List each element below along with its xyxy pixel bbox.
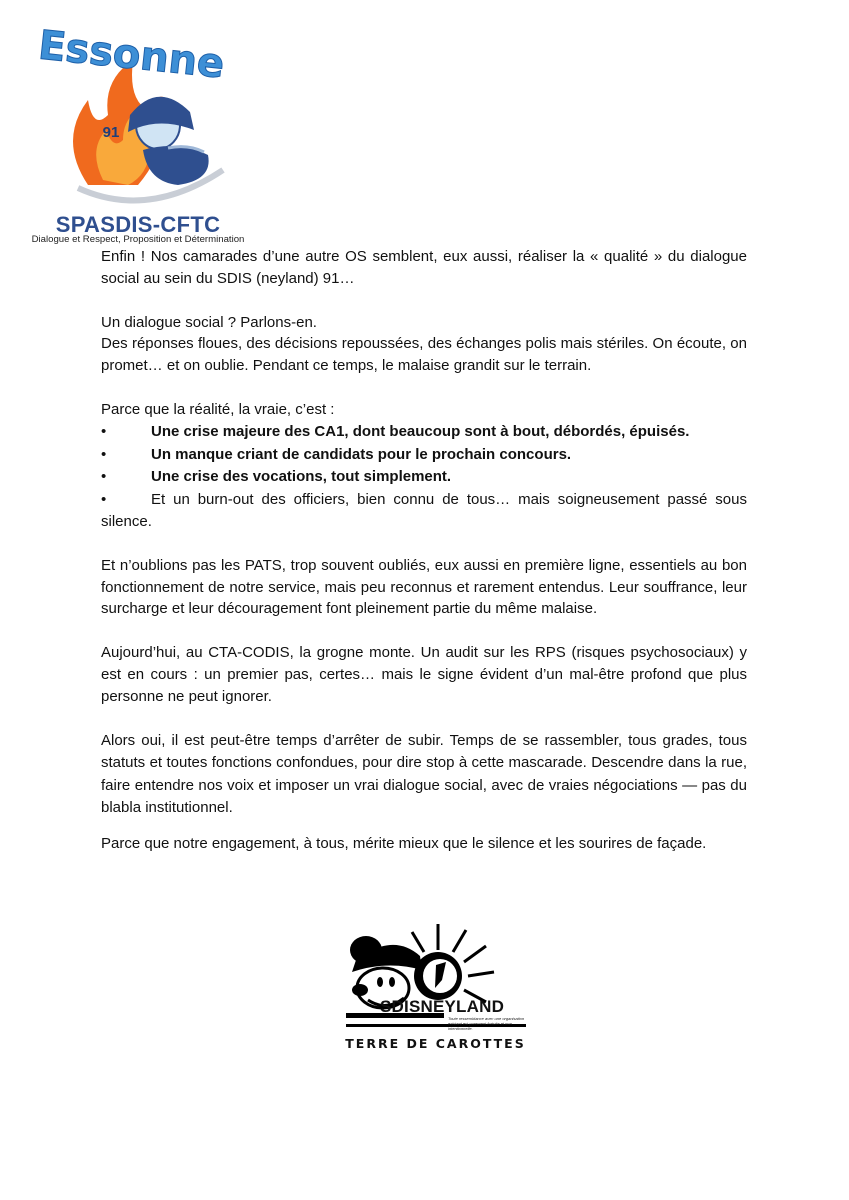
dialogue-heading: Un dialogue social ? Parlons-en. (101, 313, 317, 331)
bullet-text: Une crise majeure des CA1, dont beaucoup sont à bout, débordés, épuisés. (151, 422, 690, 440)
bullet-dot: • (101, 468, 107, 486)
bullet-dot: • (101, 445, 107, 463)
union-motto: Dialogue et Respect, Proposition et Détermination (31, 234, 245, 245)
department-number: 91 (102, 124, 120, 141)
bullet-text: Une crise des vocations, tout simplement. (151, 468, 452, 486)
bullet-item (101, 489, 747, 533)
dialogue-paragraph: Des réponses floues, des décisions repoussées, des échanges polis mais stériles. On écoute, on promet… et on oublie. Pendant ce temps, le malaise grandit sur le terrain. (101, 335, 747, 375)
fire-helmet-emblem (18, 20, 258, 212)
bullet-text: Un manque criant de candidats pour le prochain concours. (151, 445, 572, 463)
spasdis-logo (18, 20, 258, 245)
tagline: TERRE DE CAROTTES (345, 1036, 526, 1051)
essonne-wordmark: Essonne (36, 22, 227, 88)
bullet-item (101, 421, 747, 443)
bullet-dot: • (101, 422, 107, 440)
cta-codis-paragraph: Aujourd’hui, au CTA-CODIS, la grogne monte. Un audit sur les RPS (risques psychosociaux) y est en cours : un premier pas, certes… mais le signe évident d’un mal-être profond que plus personne ne peut ignorer. (101, 644, 747, 705)
bullet-item (101, 444, 747, 466)
sdisneyland-logo (338, 920, 533, 1055)
bullet-item (101, 466, 747, 488)
reality-intro: Parce que la réalité, la vraie, c’est : (101, 400, 335, 418)
bullet-text: Et un burn-out des officiers, bien connu de tous… mais soigneusement passé sous silence. (101, 491, 747, 530)
intro-paragraph: Enfin ! Nos camarades d’une autre OS semblent, eux aussi, réaliser la « qualité » du dialogue social au sein du SDIS (neyland) 91… (101, 248, 747, 287)
document-body (101, 246, 747, 854)
disclaimer-text: Toute ressemblance avec une organisation existant est purement fortuite et non intentionnelle. (448, 1016, 525, 1031)
union-name: SPASDIS-CFTC (55, 212, 221, 237)
closing-paragraph: Parce que notre engagement, à tous, mérite mieux que le silence et les sourires de façade. (101, 834, 707, 852)
call-to-action-paragraph: Alors oui, il est peut-être temps d’arrêter de subir. Temps de se rassembler, tous grades, tous statuts et toutes fonctions confondues, pour dire stop à cette mascarade. Descendre dans la rue, faire entendre nos voix et imposer un vrai dialogue social, avec de vraies négociations — pas du blabla institutionnel. (101, 731, 747, 817)
pats-paragraph: Et n’oublions pas les PATS, trop souvent oubliés, eux aussi en première ligne, essentiels au bon fonctionnement de notre service, mais peu reconnus et rarement entendus. Leur souffrance, leur surcharge et leur découragement font pleinement partie du même malaise. (101, 556, 747, 618)
sdisneyland-wordmark: SDISNEYLAND (380, 997, 505, 1016)
bullet-dot: • (101, 491, 107, 509)
